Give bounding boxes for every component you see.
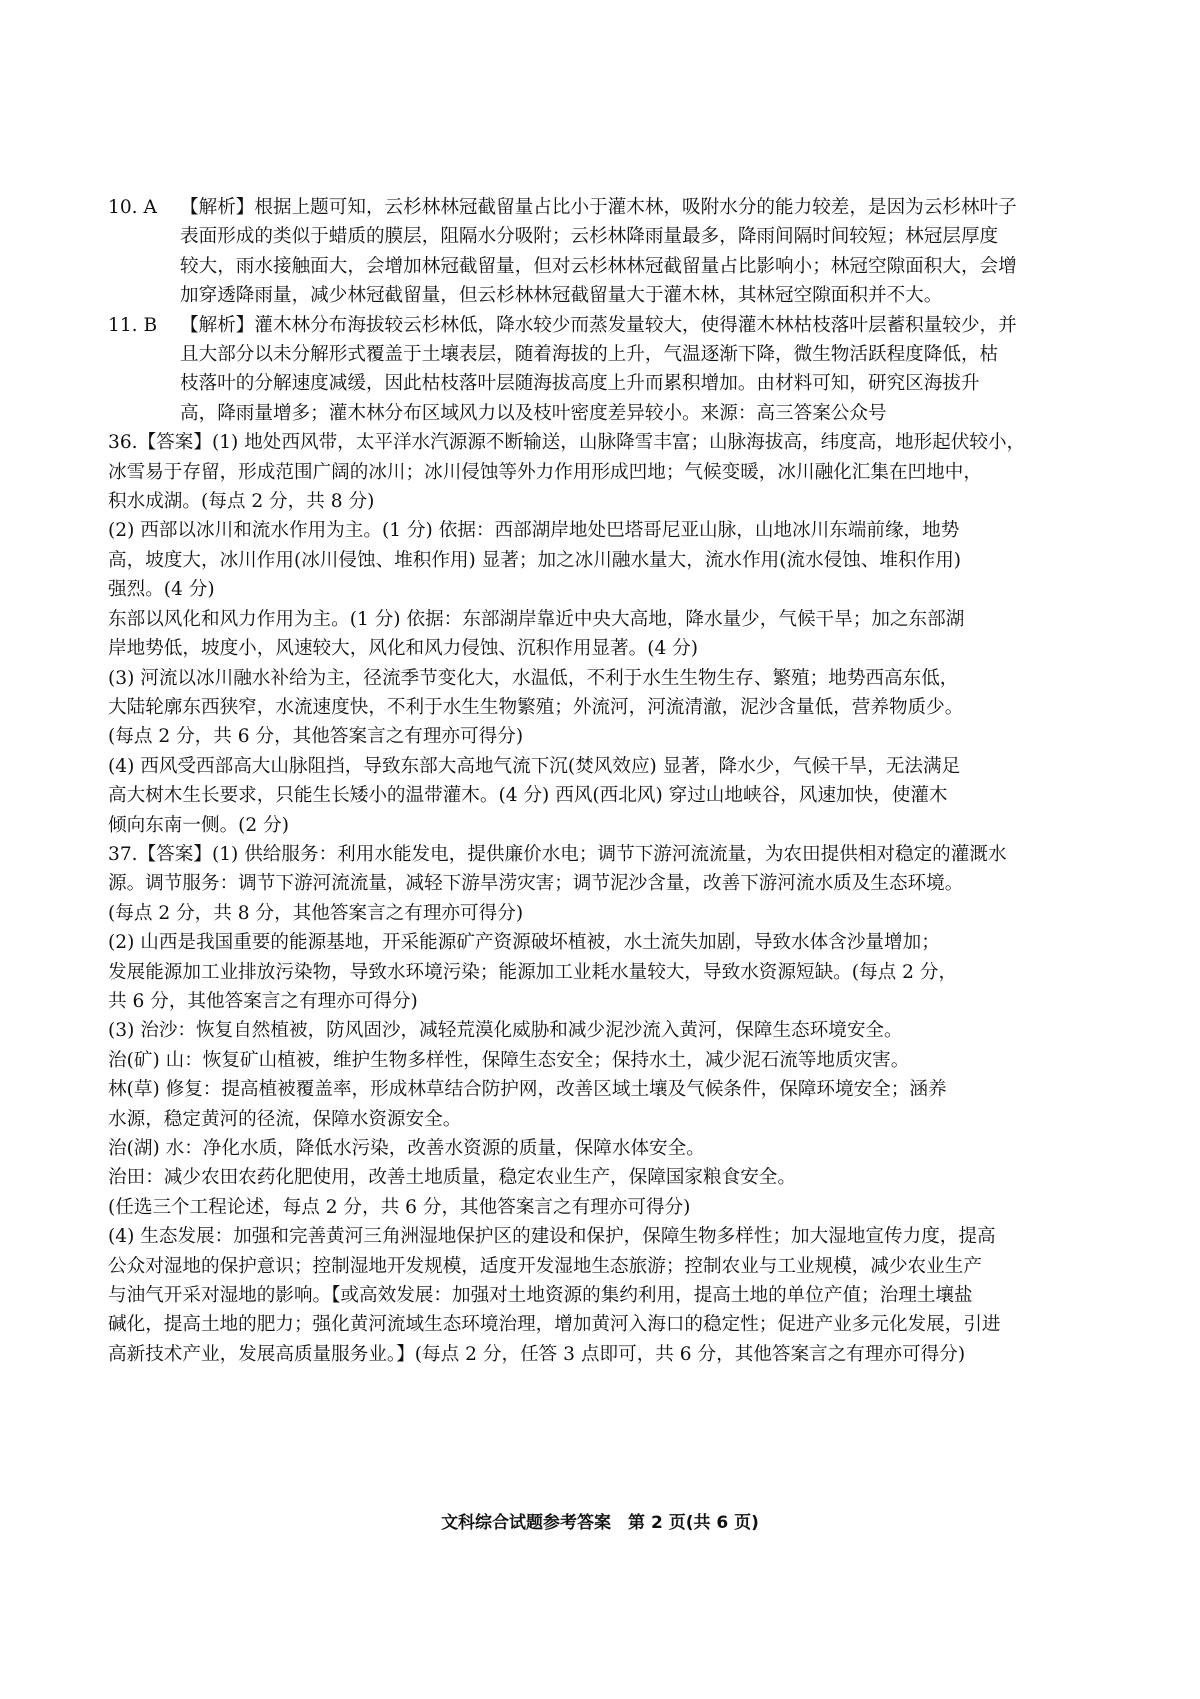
- answer-line: 积水成湖。(每点 2 分，共 8 分): [108, 491, 375, 513]
- answer-line: 37.【答案】(1) 供给服务：利用水能发电，提供廉价水电；调节下游河流流量，为农田提供相对稳定的灌溉水: [108, 843, 1007, 865]
- answer-line: 36.【答案】(1) 地处西风带，太平洋水汽源源不断输送，山脉降雪丰富；山脉海拔高，纬度高，地形起伏较小，: [108, 432, 1026, 454]
- answer-line: 高，降雨量增多；灌木林分布区域风力以及枝叶密度差异较小。来源：高三答案公众号: [180, 402, 887, 424]
- answer-line: 10. A 【解析】根据上题可知，云杉林林冠截留量占比小于灌木林，吸附水分的能力较差，是因为云杉林叶子: [180, 193, 1098, 222]
- answer-line: 倾向东南一侧。(2 分): [108, 814, 289, 836]
- question-number: 10. A: [108, 197, 157, 218]
- answer-line: (2) 山西是我国重要的能源基地，开采能源矿产资源破坏植被，水土流失加剧，导致水体含沙量增加；: [108, 932, 940, 954]
- answer-line: (任选三个工程论述，每点 2 分，共 6 分，其他答案言之有理亦可得分): [108, 1196, 691, 1218]
- answer-line: 源。调节服务：调节下游河流流量，减轻下游旱涝灾害；调节泥沙含量，改善下游河流水质及生态环境。: [108, 873, 964, 895]
- answer-line: 共 6 分，其他答案言之有理亦可得分): [108, 990, 418, 1012]
- question-number: 11. B: [108, 314, 158, 336]
- answer-line: 枝落叶的分解速度减缓，因此枯枝落叶层随海拔高度上升而累积增加。由材料可知，研究区海拔升: [180, 373, 980, 395]
- answer-line: (4) 生态发展：加强和完善黄河三角洲湿地保护区的建设和保护，保障生物多样性；加大湿地宣传力度，提高: [108, 1226, 996, 1248]
- answer-line: (每点 2 分，共 6 分，其他答案言之有理亦可得分): [108, 726, 524, 748]
- answer-line: 高大树木生长要求，只能生长矮小的温带灌木。(4 分) 西风(西北风) 穿过山地峡谷，风速加快，使灌木: [108, 785, 948, 807]
- answer-block-q10: [108, 193, 1098, 311]
- answer-line: (2) 西部以冰川和流水作用为主。(1 分) 依据：西部湖岸地处巴塔哥尼亚山脉，山地冰川东端前缘，地势: [108, 520, 960, 542]
- answer-content: [108, 193, 1098, 1369]
- answer-line: 水源，稳定黄河的径流，保障水资源安全。: [108, 1108, 462, 1130]
- question-number: 37.: [108, 843, 138, 865]
- answer-line: 强烈。(4 分): [108, 579, 215, 601]
- answer-line: 与油气开采对湿地的影响。【或高效发展：加强对土地资源的集约利用，提高土地的单位产值；治理土壤盐: [108, 1285, 973, 1307]
- answer-line: 东部以风化和风力作用为主。(1 分) 依据：东部湖岸靠近中央大高地，降水量少，气候干旱；加之东部湖: [108, 608, 965, 630]
- answer-block-q11: [108, 311, 1098, 429]
- page-footer: 文科综合试题参考答案 第 2 页(共 6 页): [441, 1513, 759, 1533]
- answer-line: 大陆轮廓东西狭窄，水流速度快，不利于水生生物繁殖；外流河，河流清澈，泥沙含量低，营养物质少。: [108, 696, 964, 718]
- answer-line: 岸地势低，坡度小，风速较大，风化和风力侵蚀、沉积作用显著。(4 分): [108, 638, 699, 660]
- answer-line: 高，坡度大，冰川作用(冰川侵蚀、堆积作用) 显著；加之冰川融水量大，流水作用(流水侵蚀、堆积作用): [108, 549, 962, 571]
- question-number: 36.: [108, 432, 138, 454]
- answer-line: 林(草) 修复：提高植被覆盖率，形成林草结合防护网，改善区域土壤及气候条件，保障环境安全；涵养: [108, 1079, 947, 1101]
- answer-line: 表面形成的类似于蜡质的膜层，阻隔水分吸附；云杉林降雨量最多，降雨间隔时间较短；林冠层厚度: [180, 226, 999, 248]
- answer-line: (3) 治沙：恢复自然植被，防风固沙，减轻荒漠化威胁和减少泥沙流入黄河，保障生态环境安全。: [108, 1020, 903, 1042]
- answer-block-q37: [108, 840, 1098, 1369]
- answer-line: (4) 西风受西部高大山脉阻挡，导致东部大高地气流下沉(焚风效应) 显著，降水少，气候干旱，无法满足: [108, 755, 961, 777]
- answer-line: 发展能源加工业排放污染物，导致水环境污染；能源加工业耗水量较大，导致水资源短缺。(每点 2 分，: [108, 961, 958, 983]
- answer-line: 且大部分以未分解形式覆盖于土壤表层，随着海拔的上升，气温逐渐下降，微生物活跃程度降低，枯: [180, 344, 999, 366]
- answer-line: (3) 河流以冰川融水补给为主，径流季节变化大，水温低，不利于水生生物生存、繁殖；地势西高东低，: [108, 667, 959, 689]
- answer-line: 较大，雨水接触面大，会增加林冠截留量，但对云杉林林冠截留量占比影响小；林冠空隙面积大，会增: [180, 255, 1017, 277]
- answer-line: 治(矿) 山：恢复矿山植被，维护生物多样性，保障生态安全；保持水土，减少泥石流等地质灾害。: [108, 1049, 910, 1071]
- answer-line: 碱化，提高土地的肥力；强化黄河流域生态环境治理，增加黄河入海口的稳定性；促进产业多元化发展，引进: [108, 1314, 1001, 1336]
- answer-line: 公众对湿地的保护意识；控制湿地开发规模，适度开发湿地生态旅游；控制农业与工业规模，减少农业生产: [108, 1255, 982, 1277]
- answer-line: 治田：减少农田农药化肥使用，改善土地质量，稳定农业生产，保障国家粮食安全。: [108, 1167, 796, 1189]
- answer-line: 治(湖) 水：净化水质，降低水污染，改善水资源的质量，保障水体安全。: [108, 1138, 705, 1159]
- answer-line: 11. B 【解析】灌木林分布海拔较云杉林低，降水较少而蒸发量较大，使得灌木林枯枝落叶层蓄积量较少，并: [180, 311, 1098, 340]
- answer-line: 加穿透降雨量，减少林冠截留量，但云杉林林冠截留量大于灌木林，其林冠空隙面积并不大。: [180, 285, 943, 307]
- answer-line: 冰雪易于存留，形成范围广阔的冰川；冰川侵蚀等外力作用形成凹地；气候变暖，冰川融化汇集在凹地中，: [108, 461, 982, 483]
- answer-line: (每点 2 分，共 8 分，其他答案言之有理亦可得分): [108, 902, 524, 924]
- answer-line: 高新技术产业，发展高质量服务业。】(每点 2 分，任答 3 点即可，共 6 分，其他答案言之有理亦可得分): [108, 1343, 966, 1365]
- answer-block-q36: [108, 428, 1098, 840]
